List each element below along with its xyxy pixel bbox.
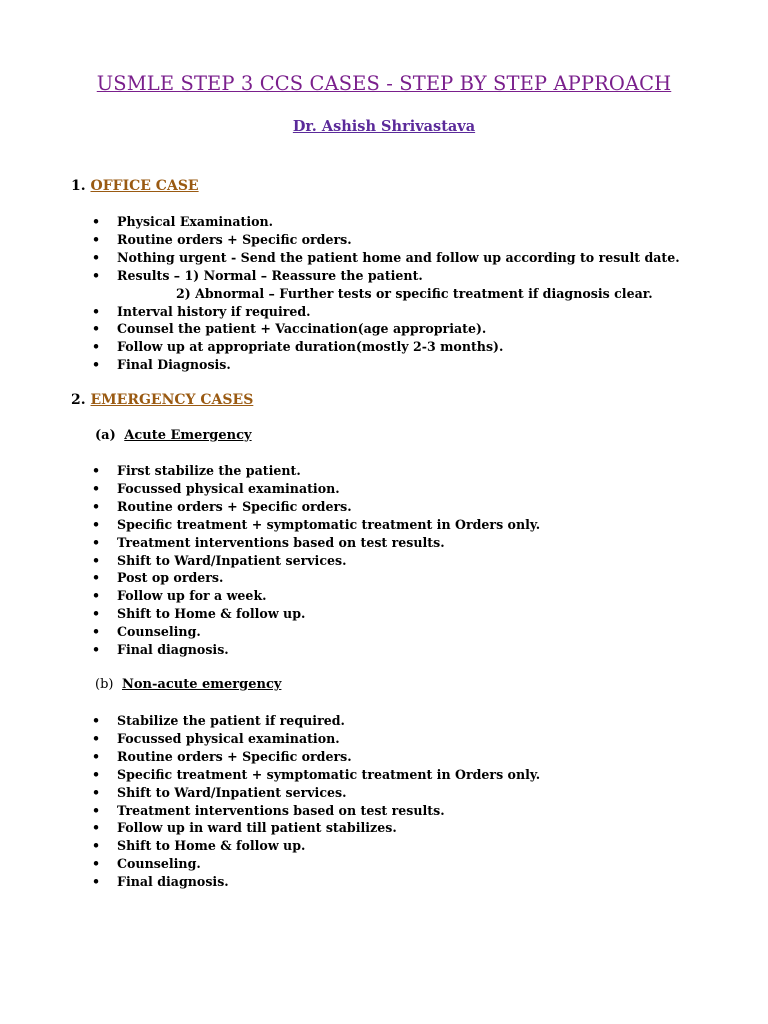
list-item: • Focussed physical examination. [92,480,540,498]
author-name: Dr. Ashish Shrivastava [292,118,476,135]
list-item: • Final diagnosis. [92,641,540,659]
list-item-continuation: 2) Abnormal – Further tests or specific treatment if diagnosis clear. [176,285,653,301]
list-item: • Routine orders + Specific orders. [92,231,680,249]
list-item: • Shift to Ward/Inpatient services. [92,552,540,570]
list-item: • Specific treatment + symptomatic treatment in Orders only. [92,516,540,534]
subsection-marker: (b) [95,677,114,692]
list-item: • Specific treatment + symptomatic treatment in Orders only. [92,766,540,784]
list-item: • First stabilize the patient. [92,462,540,480]
subsection-title: Non-acute emergency [122,677,282,692]
non-acute-emergency-list [92,712,540,891]
subsection-title: Acute Emergency [124,428,252,443]
list-item: • Shift to Home & follow up. [92,605,540,623]
list-item: • Follow up at appropriate duration(mostly 2-3 months). [92,338,680,356]
list-item: • Follow up for a week. [92,587,540,605]
list-item: • Interval history if required. [92,303,680,321]
list-item: • Routine orders + Specific orders. [92,498,540,516]
list-item: • Final Diagnosis. [92,356,680,374]
section-title: EMERGENCY CASES [90,392,254,408]
list-item: • Shift to Home & follow up. [92,837,540,855]
document-title: USMLE STEP 3 CCS CASES - STEP BY STEP APPROACH [96,72,672,95]
section-number: 1. [71,178,86,194]
list-item: • Post op orders. [92,569,540,587]
list-item: • Counseling. [92,855,540,873]
list-item: • Routine orders + Specific orders. [92,748,540,766]
list-item: • Nothing urgent - Send the patient home and follow up according to result date. [92,249,680,267]
section-office-case [71,178,199,194]
section-title: OFFICE CASE [90,178,199,194]
list-item: • Follow up in ward till patient stabilizes. [92,819,540,837]
subsection-marker: (a) [95,428,116,443]
subsection-non-acute-emergency [95,677,281,692]
office-case-list [92,213,680,374]
list-item: • Shift to Ward/Inpatient services. [92,784,540,802]
list-item: • Treatment interventions based on test results. [92,802,540,820]
list-item: • Treatment interventions based on test results. [92,534,540,552]
list-item: • Counsel the patient + Vaccination(age appropriate). [92,320,680,338]
section-emergency-cases [71,392,253,408]
list-item: • Focussed physical examination. [92,730,540,748]
acute-emergency-list [92,462,540,659]
list-item: • Results – 1) Normal – Reassure the patient. [92,267,680,285]
section-number: 2. [71,392,86,408]
list-item: • Stabilize the patient if required. [92,712,540,730]
list-item: • Physical Examination. [92,213,680,231]
subsection-acute-emergency [95,428,252,443]
list-item: • Final diagnosis. [92,873,540,891]
list-item: • Counseling. [92,623,540,641]
